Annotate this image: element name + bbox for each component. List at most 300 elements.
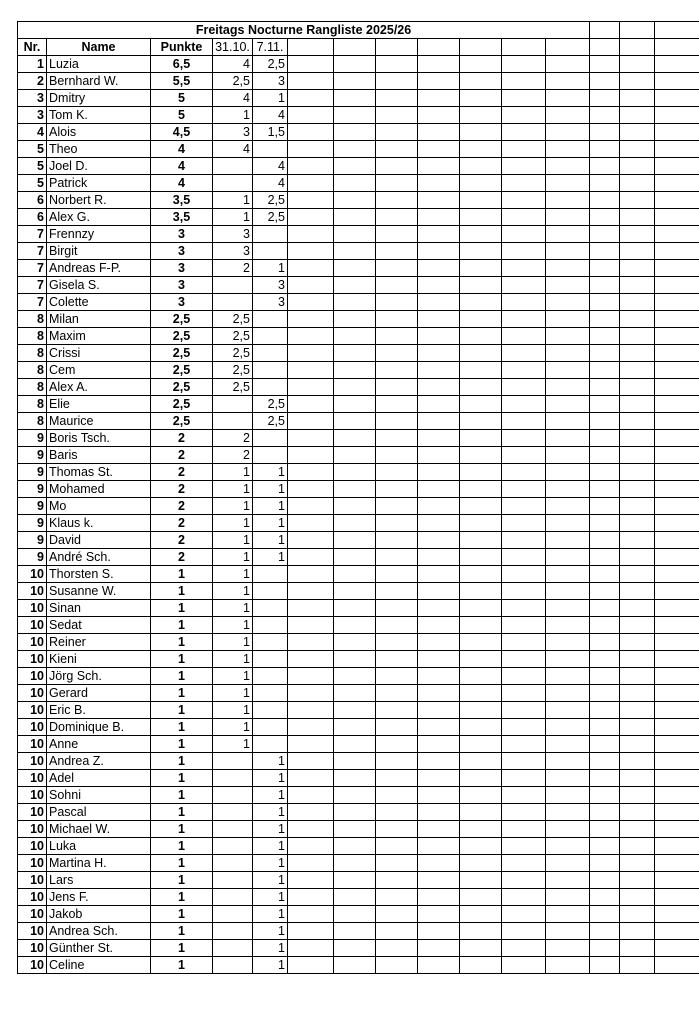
empty-cell bbox=[620, 634, 655, 651]
empty-cell bbox=[502, 736, 546, 753]
cell-rank: 10 bbox=[18, 787, 47, 804]
cell-date-1 bbox=[213, 770, 253, 787]
cell-date-2 bbox=[253, 600, 288, 617]
empty-cell bbox=[460, 770, 502, 787]
empty-cell bbox=[546, 413, 590, 430]
empty-cell bbox=[376, 90, 418, 107]
empty-cell bbox=[546, 175, 590, 192]
cell-date-1: 1 bbox=[213, 651, 253, 668]
cell-date-2: 2,5 bbox=[253, 192, 288, 209]
empty-cell bbox=[334, 651, 376, 668]
cell-date-2: 3 bbox=[253, 73, 288, 90]
cell-points: 2,5 bbox=[151, 379, 213, 396]
cell-date-1 bbox=[213, 838, 253, 855]
empty-cell bbox=[655, 906, 699, 923]
table-row bbox=[18, 294, 699, 311]
table-row bbox=[18, 413, 699, 430]
empty-cell bbox=[376, 549, 418, 566]
empty-cell bbox=[376, 940, 418, 957]
table-row bbox=[18, 277, 699, 294]
empty-cell bbox=[655, 719, 699, 736]
empty-cell bbox=[376, 617, 418, 634]
empty-cell bbox=[418, 583, 460, 600]
cell-points: 1 bbox=[151, 906, 213, 923]
empty-cell bbox=[418, 141, 460, 158]
empty-cell bbox=[288, 141, 334, 158]
cell-rank: 3 bbox=[18, 107, 47, 124]
empty-cell bbox=[334, 107, 376, 124]
empty-cell bbox=[418, 243, 460, 260]
empty-cell bbox=[460, 855, 502, 872]
header-row bbox=[18, 39, 699, 56]
cell-name: Frennzy bbox=[47, 226, 151, 243]
empty-cell bbox=[546, 617, 590, 634]
empty-cell bbox=[590, 226, 620, 243]
empty-cell bbox=[334, 702, 376, 719]
empty-cell bbox=[546, 787, 590, 804]
empty-cell bbox=[418, 838, 460, 855]
empty-cell bbox=[590, 872, 620, 889]
empty-cell bbox=[546, 566, 590, 583]
empty-cell bbox=[546, 702, 590, 719]
empty-cell bbox=[590, 940, 620, 957]
cell-date-2 bbox=[253, 362, 288, 379]
cell-rank: 10 bbox=[18, 583, 47, 600]
cell-points: 3 bbox=[151, 260, 213, 277]
empty-cell bbox=[590, 923, 620, 940]
empty-cell bbox=[418, 889, 460, 906]
empty-cell bbox=[502, 192, 546, 209]
empty-cell bbox=[334, 260, 376, 277]
empty-cell bbox=[460, 532, 502, 549]
table-row bbox=[18, 328, 699, 345]
empty-cell bbox=[460, 889, 502, 906]
empty-cell bbox=[546, 345, 590, 362]
empty-cell bbox=[655, 396, 699, 413]
empty-cell bbox=[502, 753, 546, 770]
empty-cell bbox=[460, 277, 502, 294]
empty-cell bbox=[418, 668, 460, 685]
cell-points: 5,5 bbox=[151, 73, 213, 90]
empty-cell bbox=[655, 447, 699, 464]
cell-rank: 8 bbox=[18, 328, 47, 345]
empty-cell bbox=[376, 430, 418, 447]
empty-cell bbox=[590, 345, 620, 362]
empty-cell bbox=[334, 549, 376, 566]
empty-cell bbox=[418, 464, 460, 481]
cell-points: 1 bbox=[151, 702, 213, 719]
empty-cell bbox=[376, 107, 418, 124]
empty-cell bbox=[460, 430, 502, 447]
empty-cell bbox=[590, 600, 620, 617]
cell-date-1: 1 bbox=[213, 600, 253, 617]
empty-cell bbox=[460, 294, 502, 311]
empty-cell bbox=[334, 923, 376, 940]
empty-cell bbox=[376, 345, 418, 362]
empty-cell bbox=[288, 702, 334, 719]
empty-cell bbox=[655, 379, 699, 396]
cell-name: Bernhard W. bbox=[47, 73, 151, 90]
empty-cell bbox=[546, 447, 590, 464]
cell-name: Mohamed bbox=[47, 481, 151, 498]
empty-cell bbox=[460, 447, 502, 464]
cell-date-2: 4 bbox=[253, 158, 288, 175]
empty-cell bbox=[460, 651, 502, 668]
empty-cell bbox=[590, 685, 620, 702]
empty-cell bbox=[546, 889, 590, 906]
cell-points: 1 bbox=[151, 838, 213, 855]
empty-cell bbox=[334, 753, 376, 770]
empty-cell bbox=[590, 838, 620, 855]
cell-date-1: 3 bbox=[213, 124, 253, 141]
cell-name: Luzia bbox=[47, 56, 151, 73]
empty-cell bbox=[620, 379, 655, 396]
empty-cell bbox=[376, 906, 418, 923]
empty-cell bbox=[502, 668, 546, 685]
empty-cell bbox=[546, 753, 590, 770]
empty-cell bbox=[460, 379, 502, 396]
empty-cell bbox=[502, 719, 546, 736]
cell-date-2: 1 bbox=[253, 90, 288, 107]
empty-cell bbox=[376, 73, 418, 90]
empty-cell bbox=[655, 617, 699, 634]
cell-points: 2,5 bbox=[151, 345, 213, 362]
empty-cell bbox=[288, 566, 334, 583]
empty-cell bbox=[418, 872, 460, 889]
empty-cell bbox=[590, 804, 620, 821]
cell-rank: 8 bbox=[18, 413, 47, 430]
cell-date-1 bbox=[213, 413, 253, 430]
empty-cell bbox=[546, 634, 590, 651]
empty-cell bbox=[376, 753, 418, 770]
empty-cell bbox=[460, 209, 502, 226]
table-row bbox=[18, 566, 699, 583]
empty-cell bbox=[288, 481, 334, 498]
empty-cell bbox=[590, 515, 620, 532]
empty-cell bbox=[655, 328, 699, 345]
empty-cell bbox=[376, 226, 418, 243]
cell-date-2: 1 bbox=[253, 787, 288, 804]
empty-cell bbox=[502, 90, 546, 107]
empty-cell bbox=[502, 243, 546, 260]
empty-cell bbox=[546, 141, 590, 158]
cell-date-1 bbox=[213, 158, 253, 175]
cell-name: Lars bbox=[47, 872, 151, 889]
empty-cell bbox=[376, 668, 418, 685]
ranking-table bbox=[17, 21, 699, 974]
empty-cell bbox=[288, 73, 334, 90]
empty-cell bbox=[590, 73, 620, 90]
empty-cell bbox=[376, 787, 418, 804]
empty-cell bbox=[288, 957, 334, 974]
cell-name: Birgit bbox=[47, 243, 151, 260]
empty-cell bbox=[418, 617, 460, 634]
empty-cell bbox=[288, 940, 334, 957]
cell-rank: 10 bbox=[18, 702, 47, 719]
empty-cell bbox=[418, 73, 460, 90]
empty-cell bbox=[418, 209, 460, 226]
empty-cell bbox=[502, 583, 546, 600]
empty-cell bbox=[334, 634, 376, 651]
empty-cell bbox=[418, 124, 460, 141]
empty-cell bbox=[288, 107, 334, 124]
cell-rank: 5 bbox=[18, 141, 47, 158]
empty-cell bbox=[620, 855, 655, 872]
empty-cell bbox=[502, 617, 546, 634]
cell-points: 2 bbox=[151, 515, 213, 532]
cell-date-1: 1 bbox=[213, 736, 253, 753]
empty-cell bbox=[590, 719, 620, 736]
empty-cell bbox=[502, 345, 546, 362]
empty-cell bbox=[376, 923, 418, 940]
cell-rank: 8 bbox=[18, 311, 47, 328]
empty-cell bbox=[620, 770, 655, 787]
empty-cell bbox=[418, 362, 460, 379]
empty-cell bbox=[288, 855, 334, 872]
table-row bbox=[18, 685, 699, 702]
empty-cell bbox=[620, 362, 655, 379]
empty-cell bbox=[620, 209, 655, 226]
empty-cell bbox=[655, 226, 699, 243]
empty-cell bbox=[590, 107, 620, 124]
empty-cell bbox=[334, 192, 376, 209]
empty-cell bbox=[288, 923, 334, 940]
empty-cell bbox=[334, 906, 376, 923]
empty-cell bbox=[546, 277, 590, 294]
empty-cell bbox=[590, 379, 620, 396]
empty-cell bbox=[288, 124, 334, 141]
empty-cell bbox=[418, 702, 460, 719]
empty-cell bbox=[460, 481, 502, 498]
empty-cell bbox=[288, 243, 334, 260]
empty-cell bbox=[460, 192, 502, 209]
cell-points: 2 bbox=[151, 430, 213, 447]
empty-cell bbox=[502, 56, 546, 73]
table-row bbox=[18, 617, 699, 634]
empty-cell bbox=[502, 362, 546, 379]
cell-points: 1 bbox=[151, 600, 213, 617]
cell-name: Andrea Sch. bbox=[47, 923, 151, 940]
empty-cell bbox=[376, 447, 418, 464]
cell-date-2: 1 bbox=[253, 549, 288, 566]
empty-cell bbox=[620, 498, 655, 515]
empty-cell bbox=[376, 583, 418, 600]
empty-cell bbox=[418, 413, 460, 430]
empty-cell bbox=[590, 617, 620, 634]
cell-name: Elie bbox=[47, 396, 151, 413]
empty-cell bbox=[288, 549, 334, 566]
empty-cell bbox=[376, 209, 418, 226]
empty-cell bbox=[620, 515, 655, 532]
cell-points: 2,5 bbox=[151, 328, 213, 345]
cell-rank: 10 bbox=[18, 685, 47, 702]
cell-date-1: 1 bbox=[213, 481, 253, 498]
cell-name: Maxim bbox=[47, 328, 151, 345]
empty-cell bbox=[655, 685, 699, 702]
empty-cell bbox=[460, 260, 502, 277]
cell-points: 1 bbox=[151, 889, 213, 906]
empty-cell bbox=[334, 430, 376, 447]
empty-cell bbox=[460, 940, 502, 957]
empty-cell bbox=[334, 141, 376, 158]
empty-cell bbox=[590, 56, 620, 73]
empty-cell bbox=[418, 498, 460, 515]
empty-cell bbox=[418, 311, 460, 328]
cell-date-1 bbox=[213, 294, 253, 311]
empty-cell bbox=[546, 600, 590, 617]
empty-cell bbox=[590, 583, 620, 600]
empty-cell bbox=[418, 260, 460, 277]
cell-date-2: 3 bbox=[253, 294, 288, 311]
empty-cell bbox=[590, 855, 620, 872]
empty-cell bbox=[334, 413, 376, 430]
cell-name: Jörg Sch. bbox=[47, 668, 151, 685]
empty-cell bbox=[620, 957, 655, 974]
empty-cell bbox=[460, 56, 502, 73]
empty-cell bbox=[655, 141, 699, 158]
empty-cell bbox=[376, 396, 418, 413]
cell-date-1 bbox=[213, 906, 253, 923]
table-row bbox=[18, 192, 699, 209]
empty-cell bbox=[502, 209, 546, 226]
table-row bbox=[18, 73, 699, 90]
empty-cell bbox=[376, 600, 418, 617]
table-row bbox=[18, 481, 699, 498]
empty-cell bbox=[418, 957, 460, 974]
empty-cell bbox=[655, 787, 699, 804]
empty-cell bbox=[590, 498, 620, 515]
empty-cell bbox=[460, 668, 502, 685]
cell-rank: 10 bbox=[18, 736, 47, 753]
empty-cell bbox=[655, 855, 699, 872]
cell-points: 2,5 bbox=[151, 396, 213, 413]
cell-name: Gisela S. bbox=[47, 277, 151, 294]
empty-cell bbox=[655, 634, 699, 651]
cell-name: Alois bbox=[47, 124, 151, 141]
empty-cell bbox=[502, 328, 546, 345]
cell-date-2 bbox=[253, 583, 288, 600]
cell-date-1: 2,5 bbox=[213, 328, 253, 345]
empty-cell bbox=[655, 192, 699, 209]
empty-cell bbox=[376, 277, 418, 294]
cell-date-1: 2 bbox=[213, 260, 253, 277]
empty-cell bbox=[546, 685, 590, 702]
empty-cell bbox=[376, 532, 418, 549]
empty-cell bbox=[288, 413, 334, 430]
cell-name: Celine bbox=[47, 957, 151, 974]
empty-cell bbox=[460, 923, 502, 940]
empty-cell bbox=[590, 277, 620, 294]
cell-points: 4 bbox=[151, 141, 213, 158]
empty-cell bbox=[620, 787, 655, 804]
cell-rank: 10 bbox=[18, 838, 47, 855]
empty-cell bbox=[418, 651, 460, 668]
empty-cell bbox=[460, 787, 502, 804]
empty-cell bbox=[418, 753, 460, 770]
empty-cell bbox=[655, 770, 699, 787]
cell-points: 2 bbox=[151, 498, 213, 515]
empty-cell bbox=[590, 413, 620, 430]
cell-rank: 6 bbox=[18, 209, 47, 226]
empty-cell bbox=[620, 464, 655, 481]
empty-cell bbox=[502, 787, 546, 804]
cell-points: 1 bbox=[151, 872, 213, 889]
empty-cell bbox=[620, 906, 655, 923]
cell-date-2: 2,5 bbox=[253, 413, 288, 430]
table-row bbox=[18, 889, 699, 906]
empty-cell bbox=[620, 481, 655, 498]
cell-name: Milan bbox=[47, 311, 151, 328]
empty-cell bbox=[334, 447, 376, 464]
empty-cell bbox=[655, 175, 699, 192]
empty-cell bbox=[288, 260, 334, 277]
empty-cell bbox=[376, 413, 418, 430]
empty-cell bbox=[546, 821, 590, 838]
empty-cell bbox=[502, 855, 546, 872]
empty-cell bbox=[655, 872, 699, 889]
ranking-body bbox=[18, 56, 699, 974]
cell-points: 1 bbox=[151, 719, 213, 736]
empty-cell bbox=[546, 56, 590, 73]
empty-cell bbox=[288, 158, 334, 175]
empty-cell bbox=[288, 464, 334, 481]
empty-cell bbox=[376, 889, 418, 906]
cell-name: Theo bbox=[47, 141, 151, 158]
empty-cell bbox=[334, 311, 376, 328]
empty-cell bbox=[546, 770, 590, 787]
empty-cell bbox=[620, 940, 655, 957]
empty-cell bbox=[418, 515, 460, 532]
empty-cell bbox=[460, 872, 502, 889]
cell-points: 1 bbox=[151, 685, 213, 702]
empty-cell bbox=[590, 753, 620, 770]
empty-cell bbox=[418, 719, 460, 736]
cell-date-1: 1 bbox=[213, 515, 253, 532]
cell-date-1: 2,5 bbox=[213, 362, 253, 379]
empty-cell bbox=[620, 719, 655, 736]
empty-cell bbox=[620, 430, 655, 447]
empty-cell bbox=[655, 957, 699, 974]
cell-name: Jens F. bbox=[47, 889, 151, 906]
empty-cell bbox=[502, 923, 546, 940]
empty-cell bbox=[460, 566, 502, 583]
table-row bbox=[18, 430, 699, 447]
empty-cell bbox=[620, 923, 655, 940]
cell-name: Kieni bbox=[47, 651, 151, 668]
empty-cell bbox=[418, 56, 460, 73]
cell-rank: 8 bbox=[18, 345, 47, 362]
empty-cell bbox=[376, 243, 418, 260]
cell-points: 1 bbox=[151, 583, 213, 600]
empty-cell bbox=[460, 821, 502, 838]
cell-rank: 10 bbox=[18, 753, 47, 770]
empty-cell bbox=[460, 906, 502, 923]
empty-cell bbox=[460, 583, 502, 600]
empty-cell bbox=[376, 124, 418, 141]
cell-rank: 10 bbox=[18, 821, 47, 838]
empty-cell bbox=[288, 651, 334, 668]
empty-cell bbox=[288, 821, 334, 838]
cell-name: Cem bbox=[47, 362, 151, 379]
cell-name: Thorsten S. bbox=[47, 566, 151, 583]
empty-cell bbox=[620, 141, 655, 158]
empty-cell bbox=[376, 294, 418, 311]
cell-points: 4,5 bbox=[151, 124, 213, 141]
empty-cell bbox=[288, 736, 334, 753]
cell-date-1 bbox=[213, 855, 253, 872]
empty-cell bbox=[460, 328, 502, 345]
empty-cell bbox=[546, 940, 590, 957]
